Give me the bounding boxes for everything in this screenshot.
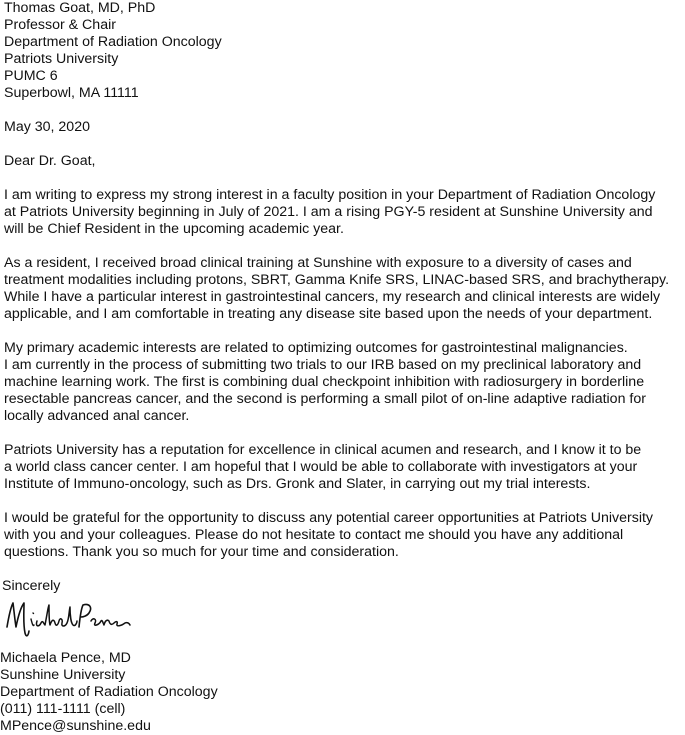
recipient-department: Department of Radiation Oncology xyxy=(4,34,222,50)
recipient-address xyxy=(4,0,683,102)
paragraph-line: will be Chief Resident in the upcoming academic year. xyxy=(4,221,344,237)
date-text: May 30, 2020 xyxy=(4,119,90,135)
paragraph-line: machine learning work. The first is combining dual checkpoint inhibition with radiosurgery in borderline xyxy=(4,374,645,390)
sender-name: Michaela Pence, MD xyxy=(0,650,131,666)
body-paragraph-3 xyxy=(4,340,683,425)
paragraph-line: a world class cancer center. I am hopeful that I would be able to collaborate with investigators at your xyxy=(4,459,638,475)
body-paragraph-2 xyxy=(4,255,683,323)
paragraph-line: My primary academic interests are related to optimizing outcomes for gastrointestinal malignancies. xyxy=(4,340,628,356)
paragraph-line: at Patriots University beginning in July of 2021. I am a rising PGY-5 resident at Sunshine University and xyxy=(4,204,653,220)
paragraph-line: While I have a particular interest in gastrointestinal cancers, my research and clinical interests are widely xyxy=(4,289,661,305)
paragraph-line: locally advanced anal cancer. xyxy=(4,408,190,424)
letter-date xyxy=(4,119,683,136)
paragraph-line: I am currently in the process of submitting two trials to our IRB based on my preclinical laboratory and xyxy=(4,357,642,373)
recipient-name: Thomas Goat, MD, PhD xyxy=(4,0,156,16)
paragraph-line: questions. Thank you so much for your time and consideration. xyxy=(4,544,399,560)
salutation-text: Dear Dr. Goat, xyxy=(4,153,96,169)
paragraph-line: resectable pancreas cancer, and the second is performing a small pilot of on-line adaptive radiation for xyxy=(4,391,646,407)
sender-block xyxy=(0,650,683,735)
paragraph-line: with you and your colleagues. Please do not hesitate to contact me should you have any additional xyxy=(4,527,624,543)
paragraph-line: treatment modalities including protons, SBRT, Gamma Knife SRS, LINAC-based SRS, and brachytherapy. xyxy=(4,272,670,288)
body-paragraph-1 xyxy=(4,187,683,238)
recipient-city: Superbowl, MA 11111 xyxy=(4,85,139,101)
sender-email: MPence@sunshine.edu xyxy=(0,718,151,734)
body-paragraph-5 xyxy=(4,510,683,561)
paragraph-line: Institute of Immuno-oncology, such as Drs. Gronk and Slater, in carrying out my trial interests. xyxy=(4,476,591,492)
sender-phone: (011) 111-1111 (cell) xyxy=(0,701,126,717)
paragraph-line: As a resident, I received broad clinical training at Sunshine with exposure to a diversity of cases and xyxy=(4,255,632,271)
recipient-mailcode: PUMC 6 xyxy=(4,68,58,84)
salutation xyxy=(4,153,683,170)
sender-institution: Sunshine University xyxy=(0,667,126,683)
sender-department: Department of Radiation Oncology xyxy=(0,684,218,700)
paragraph-line: I am writing to express my strong interest in a faculty position in your Department of Radiation Oncology xyxy=(4,187,656,203)
recipient-title: Professor & Chair xyxy=(4,17,116,33)
paragraph-line: I would be grateful for the opportunity to discuss any potential career opportunities at Patriots University xyxy=(4,510,654,526)
signature-image xyxy=(3,597,133,643)
closing xyxy=(2,578,683,595)
recipient-institution: Patriots University xyxy=(4,51,119,67)
paragraph-line: applicable, and I am comfortable in treating any disease site based upon the needs of your department. xyxy=(4,306,653,322)
closing-text: Sincerely xyxy=(2,578,61,594)
body-paragraph-4 xyxy=(4,442,683,493)
paragraph-line: Patriots University has a reputation for excellence in clinical acumen and research, and I know it to be xyxy=(4,442,642,458)
